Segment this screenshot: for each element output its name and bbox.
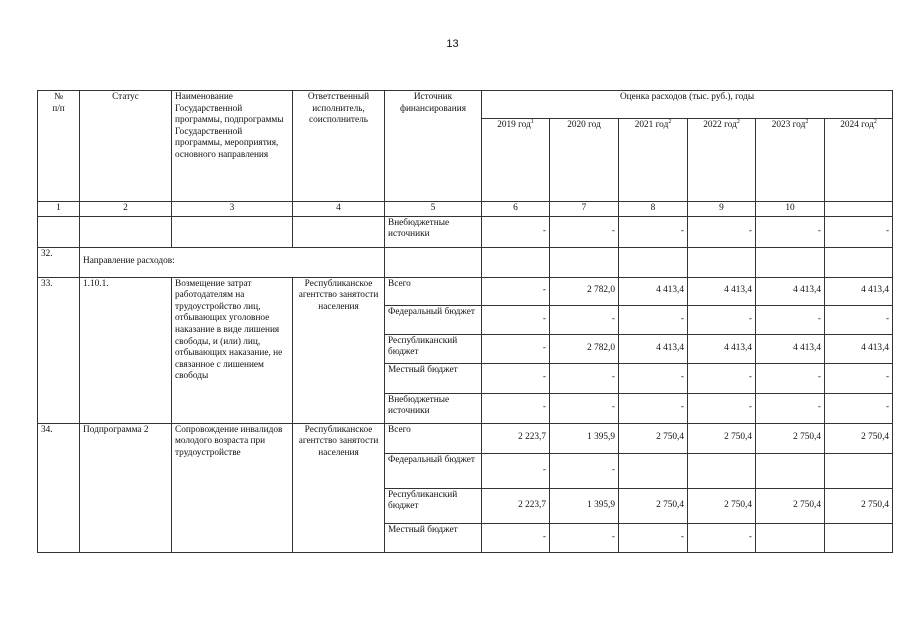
table-cell: -	[825, 216, 893, 247]
table-cell	[825, 247, 893, 277]
year-col: 2023 год$^2$	[756, 119, 825, 202]
table-cell: -	[482, 277, 550, 305]
table-cell: -	[619, 393, 688, 423]
year-col: 2020 год	[550, 119, 619, 202]
table-cell: 4 413,4	[756, 277, 825, 305]
table-cell: -	[482, 393, 550, 423]
table-cell: -	[756, 393, 825, 423]
table-cell	[619, 247, 688, 277]
table-cell: 6	[482, 202, 550, 217]
table-cell: -	[482, 305, 550, 334]
table-cell: -	[482, 363, 550, 393]
table-cell: 8	[619, 202, 688, 217]
table-cell: -	[550, 363, 619, 393]
table-cell: 2 750,4	[825, 488, 893, 523]
table-cell: Республиканский бюджет	[385, 334, 482, 363]
table-cell	[550, 247, 619, 277]
header-name: Наименование Государственной программы, подпрограммы Государственной программы, мероприятия, основного направления	[172, 91, 293, 202]
table-cell: 2 782,0	[550, 277, 619, 305]
table-cell: 10	[756, 202, 825, 217]
table-cell: 2 750,4	[756, 488, 825, 523]
table-cell: 1 395,9	[550, 423, 619, 453]
table-cell: Подпрограмма 2	[80, 423, 172, 552]
table-cell: -	[688, 363, 756, 393]
table-cell: -	[550, 393, 619, 423]
table-cell: -	[482, 453, 550, 488]
table-cell	[688, 247, 756, 277]
table-cell: 4 413,4	[825, 277, 893, 305]
table-cell: Федеральный бюджет	[385, 305, 482, 334]
table-cell: 9	[688, 202, 756, 217]
table-cell: 2 750,4	[619, 488, 688, 523]
table-cell: -	[688, 305, 756, 334]
table-row	[38, 423, 893, 453]
table-cell: -	[619, 523, 688, 552]
table-cell: 4 413,4	[619, 277, 688, 305]
table-cell	[688, 453, 756, 488]
table-cell: 4 413,4	[825, 334, 893, 363]
table-cell: -	[756, 305, 825, 334]
table-row	[38, 277, 893, 305]
table-cell: -	[825, 363, 893, 393]
table-cell: 1 395,9	[550, 488, 619, 523]
table-row	[38, 247, 893, 277]
year-col: 2019 год$^1$	[482, 119, 550, 202]
table-cell	[825, 523, 893, 552]
table-cell	[756, 247, 825, 277]
year-col: 2021 год$^2$	[619, 119, 688, 202]
table-cell: Федеральный бюджет	[385, 453, 482, 488]
table-cell: -	[619, 363, 688, 393]
table-cell: 5	[385, 202, 482, 217]
table-cell: Республиканское агентство занятости населения	[293, 277, 385, 423]
table-cell	[482, 247, 550, 277]
table-cell: 1	[38, 202, 80, 217]
table-cell: 2 750,4	[825, 423, 893, 453]
table-cell: -	[825, 393, 893, 423]
table-cell: 4 413,4	[619, 334, 688, 363]
table-cell	[825, 453, 893, 488]
year-col: 2024 год$^2$	[825, 119, 893, 202]
table-cell: 4 413,4	[688, 277, 756, 305]
expenses-table	[37, 90, 893, 553]
header-status: Статус	[80, 91, 172, 202]
table-cell: 4	[293, 202, 385, 217]
table-row	[38, 216, 893, 247]
table-cell: -	[482, 523, 550, 552]
table-cell: Местный бюджет	[385, 363, 482, 393]
table-cell	[756, 453, 825, 488]
table-cell: 2 750,4	[688, 423, 756, 453]
table-cell: Всего	[385, 423, 482, 453]
table-cell: -	[482, 334, 550, 363]
table-cell: 33.	[38, 277, 80, 423]
header-estimate: Оценка расходов (тыс. руб.), годы	[482, 91, 893, 119]
table-cell: 4 413,4	[756, 334, 825, 363]
table-cell: Республиканский бюджет	[385, 488, 482, 523]
table-cell: 2 223,7	[482, 423, 550, 453]
table-cell: -	[756, 363, 825, 393]
table-cell	[619, 453, 688, 488]
table-cell: 2	[80, 202, 172, 217]
table-cell: -	[550, 453, 619, 488]
table-cell: Направление расходов:	[80, 247, 385, 277]
table-cell	[385, 247, 482, 277]
table-cell: -	[619, 216, 688, 247]
table-cell: -	[688, 523, 756, 552]
table-cell: Республиканское агентство занятости населения	[293, 423, 385, 552]
table-cell: Внебюджетные источники	[385, 393, 482, 423]
table-cell	[825, 202, 893, 217]
table-cell	[293, 216, 385, 247]
header-source: Источник финансирования	[385, 91, 482, 202]
table-cell: -	[825, 305, 893, 334]
table-cell: 7	[550, 202, 619, 217]
table-cell: 2 750,4	[688, 488, 756, 523]
table-cell: 2 782,0	[550, 334, 619, 363]
table-cell: 1.10.1.	[80, 277, 172, 423]
table-cell: -	[619, 305, 688, 334]
year-col: 2022 год$^2$	[688, 119, 756, 202]
table-cell: 2 750,4	[756, 423, 825, 453]
table-cell: -	[756, 216, 825, 247]
table-cell	[38, 216, 80, 247]
table-cell	[80, 216, 172, 247]
table-cell: Всего	[385, 277, 482, 305]
header-executor: Ответственный исполнитель, соисполнитель	[293, 91, 385, 202]
table-cell: -	[550, 305, 619, 334]
column-number-row	[38, 202, 893, 217]
table-cell: -	[482, 216, 550, 247]
table-cell: 32.	[38, 247, 80, 277]
table-cell: 2 750,4	[619, 423, 688, 453]
page-number: 13	[446, 38, 459, 50]
table-cell: -	[550, 523, 619, 552]
table-cell: -	[688, 216, 756, 247]
table-cell	[756, 523, 825, 552]
table-cell: -	[550, 216, 619, 247]
table-cell: 4 413,4	[688, 334, 756, 363]
table-cell: Внебюджетные источники	[385, 216, 482, 247]
table-cell: Сопровождение инвалидов молодого возраста при трудоустройстве	[172, 423, 293, 552]
table-cell: Местный бюджет	[385, 523, 482, 552]
table-cell: Возмещение затрат работодателям на трудоустройство лиц, отбывающих уголовное наказание в виде лишения свободы, и (или) лиц, отбывающих наказание, не связанное с лишением свободы	[172, 277, 293, 423]
table-cell: 3	[172, 202, 293, 217]
table-cell: 2 223,7	[482, 488, 550, 523]
table-cell	[172, 216, 293, 247]
header-num: № п/п	[38, 91, 80, 202]
table-cell: -	[688, 393, 756, 423]
table-cell: 34.	[38, 423, 80, 552]
